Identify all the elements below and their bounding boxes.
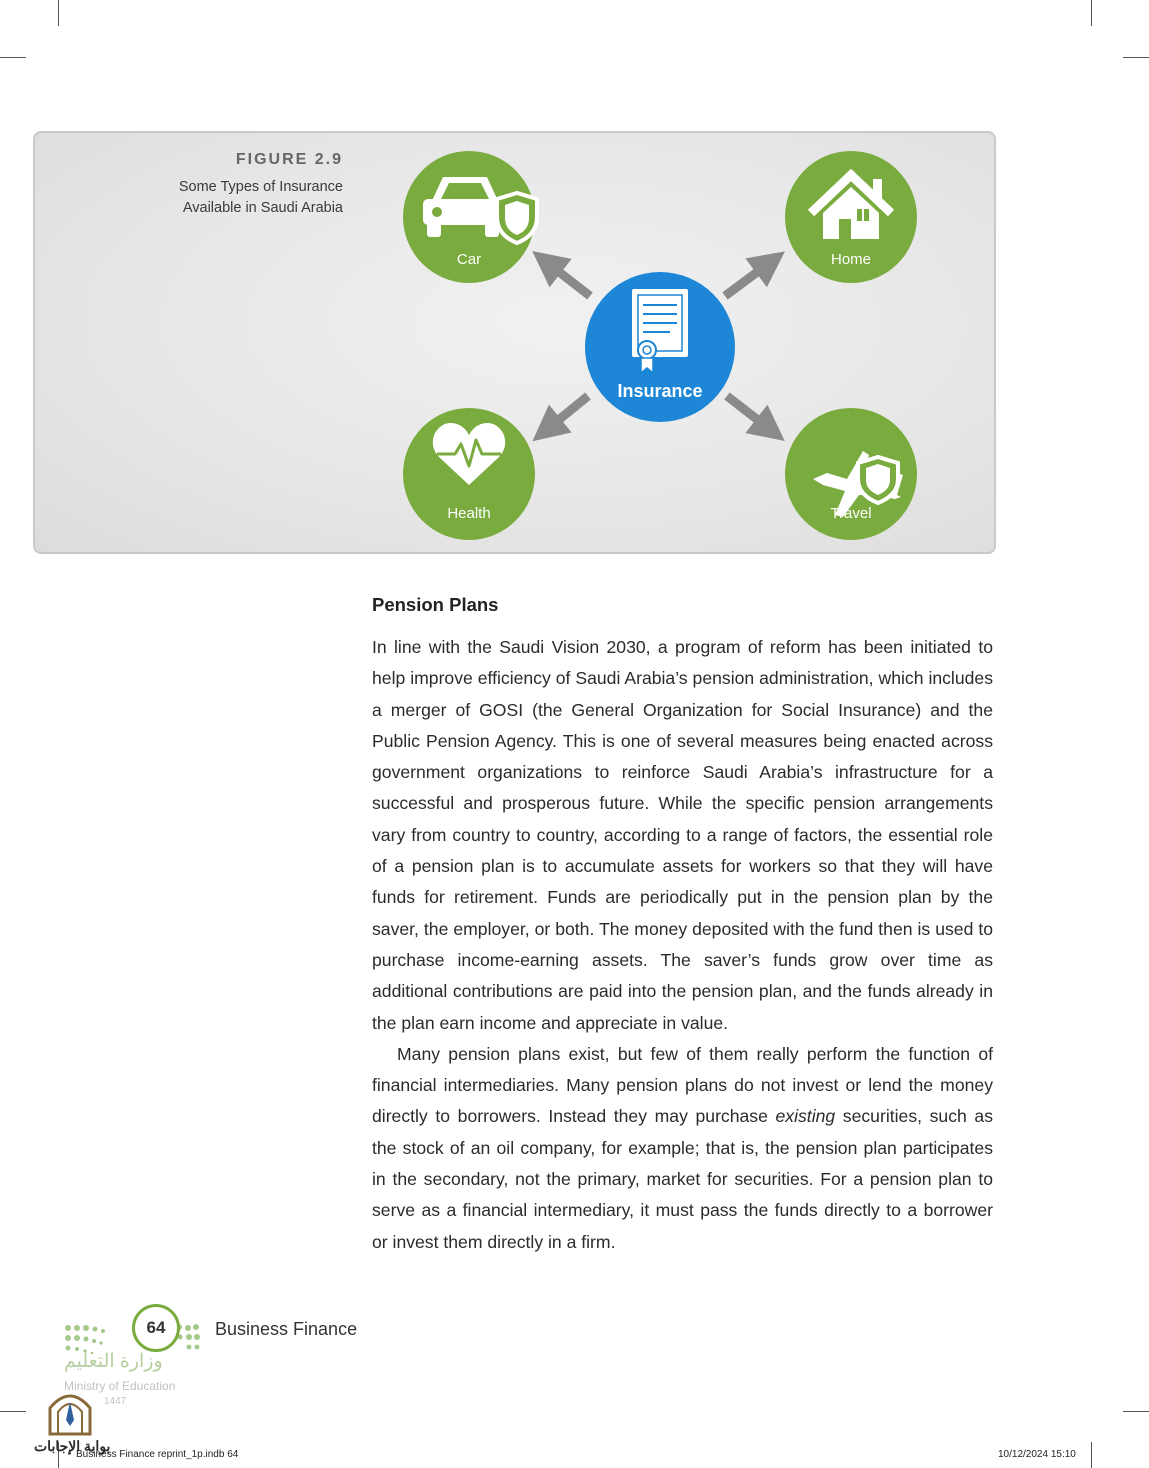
- node-home-label: Home: [830, 251, 872, 268]
- ministry-year: 1447: [104, 1396, 127, 1407]
- center-node-insurance: [585, 272, 735, 422]
- book-name: Business Finance: [215, 1319, 358, 1339]
- crop-mark: [0, 57, 26, 58]
- center-node-label: Insurance: [617, 381, 703, 401]
- print-slug-date: 10/12/2024 15:10: [998, 1449, 1076, 1460]
- crop-mark: [58, 0, 59, 26]
- ministry-arabic-name: وزارة التعليم: [64, 1351, 163, 1372]
- paragraph-1: In line with the Saudi Vision 2030, a program of reform has been initiated to help improve efficiency of Saudi Arabia’s pension administration, which includes a merger of GOSI (the General Organization for Social Insurance) and the Public Pension Agency. This is one of several measures being enacted across government organizations to reinforce Saudi Arabia’s infrastructure for a successful and prosperous future. While the specific pension arrangements vary from country to country, according to a range of factors, the essential role of a pension plan is to accumulate assets for workers so that they will have funds for retirement. Funds are periodically put in the pension plan by the saver, the employer, or both. The money deposited with the fund then is used to purchase income-earning assets. The saver’s funds grow over time as additional contributions are paid into the pension plan, and the funds already in the plan earn income and appreciate in value.: [372, 637, 993, 1033]
- figure-number: FIGURE 2.9: [235, 151, 343, 168]
- node-travel-label: Travel: [830, 505, 872, 522]
- paragraph-2-emphasis: existing: [775, 1106, 836, 1127]
- node-home: [785, 151, 917, 283]
- node-health: [403, 408, 535, 540]
- paragraph-2-start: Many pension plans exist, but few of them really perform the function of financial intermediaries. Many pension plans do not invest or lend the money directly to borrowers. Instead they may purchase: [372, 1043, 993, 1127]
- node-car-label: Car: [456, 251, 482, 268]
- section-title: Pension Plans: [372, 594, 499, 615]
- paragraph-2-end: securities, such as the stock of an oil company, for example; that is, the pension plan participates in the secondary, not the primary, market for securities. For a pension plan to serve as a financial intermediary, it must pass the funds directly to a borrower or invest them directly in a firm.: [372, 1106, 994, 1252]
- ministry-english-name: Ministry of Education: [64, 1379, 176, 1393]
- crop-mark: [1123, 57, 1149, 58]
- insurance-diagram: [35, 133, 996, 554]
- node-car: [403, 151, 537, 283]
- arrow-to-travel: [727, 396, 772, 431]
- node-travel: [785, 408, 917, 540]
- insurance-figure: [33, 131, 996, 554]
- arrow-to-car: [545, 261, 590, 296]
- node-health-label: Health: [447, 505, 491, 522]
- figure-caption-line1: Some Types of Insurance: [178, 179, 343, 195]
- print-slug-file: Business Finance reprint_1p.indb 64: [76, 1449, 239, 1460]
- figure-caption-line2: Available in Saudi Arabia: [182, 200, 343, 216]
- page-number: 64: [132, 1304, 180, 1352]
- crop-mark: [1091, 1442, 1092, 1468]
- arrow-to-home: [725, 261, 772, 296]
- crop-mark: [0, 1411, 26, 1412]
- crop-mark: [1123, 1411, 1149, 1412]
- gateway-logo-icon: [40, 1386, 100, 1436]
- section-body: [372, 632, 993, 1258]
- paragraph-2: [372, 1039, 993, 1258]
- watermark-text: بوابة الإجابات: [34, 1438, 111, 1454]
- arrow-to-health: [545, 396, 588, 431]
- crop-mark: [1091, 0, 1092, 26]
